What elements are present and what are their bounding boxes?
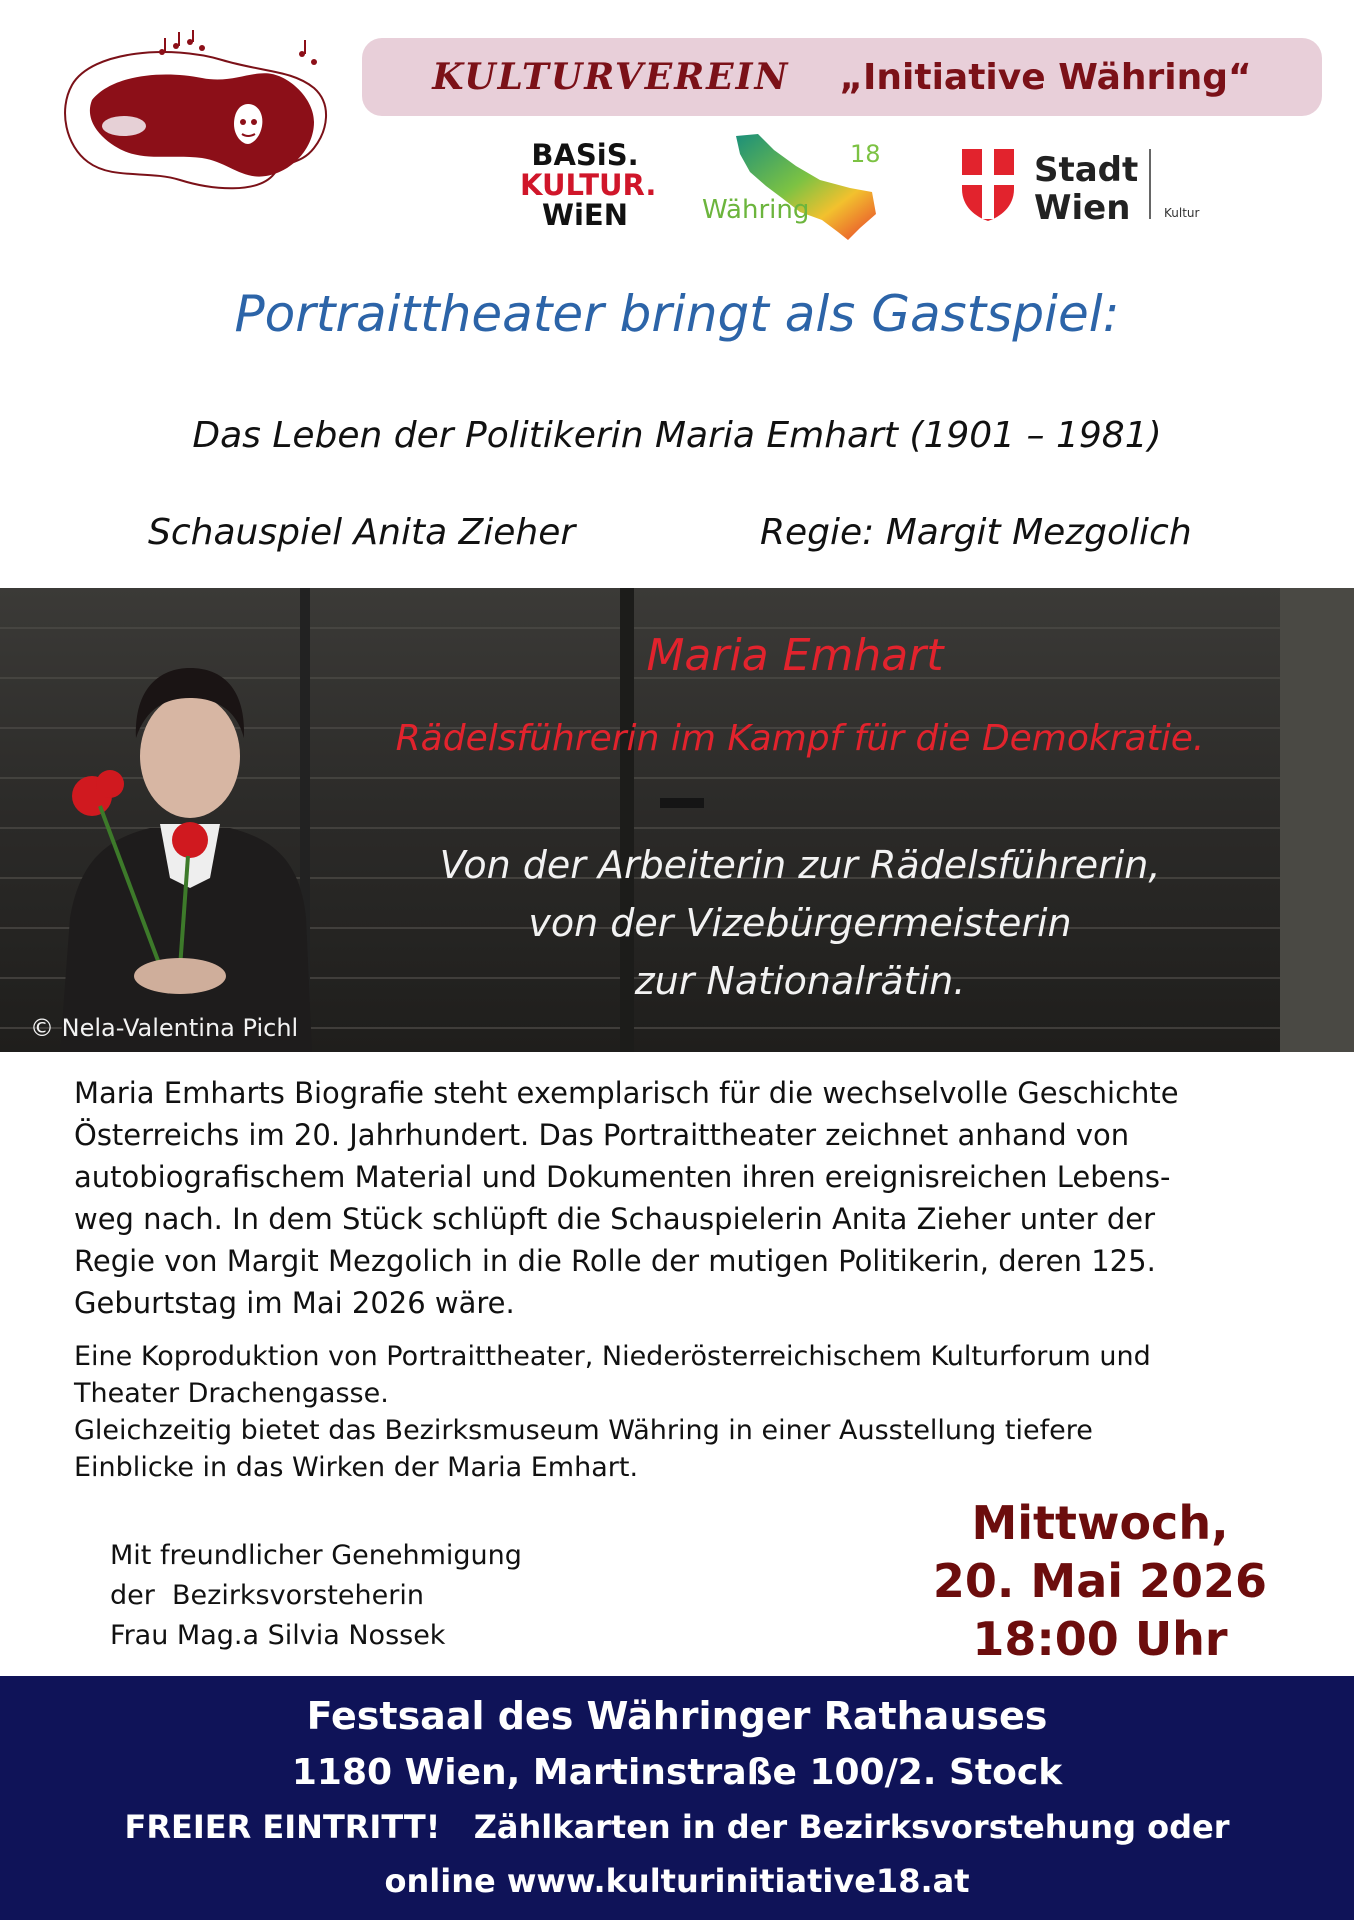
kopro-line: Eine Koproduktion von Portraittheater, Niederösterreichischem Kulturforum und — [74, 1341, 1151, 1372]
photo-line: Von der Arbeiterin zur Rädelsführerin, — [439, 843, 1161, 887]
coproduction-text — [74, 1338, 1294, 1486]
event-time: 18:00 Uhr — [972, 1612, 1228, 1666]
venue-footer — [0, 1676, 1354, 1920]
venue-name: Festsaal des Währinger Rathauses — [306, 1694, 1048, 1738]
basis-line-2: KULTUR. — [520, 168, 657, 202]
kopro-line: Einblicke in das Wirken der Maria Emhart. — [74, 1452, 639, 1483]
bio-line: Maria Emharts Biografie steht exemplarisch für die wechselvolle Geschichte — [74, 1076, 1179, 1110]
bio-line: Regie von Margit Mezgolich in die Rolle der mutigen Politikerin, deren 125. — [74, 1244, 1156, 1278]
venue-address: 1180 Wien, Martinstraße 100/2. Stock — [291, 1752, 1063, 1793]
kopro-line: Theater Drachengasse. — [74, 1378, 389, 1409]
waehring-18-logo — [700, 128, 900, 248]
wien-sub: Kultur — [1164, 206, 1200, 220]
photo-description — [360, 836, 1240, 1010]
permission-line: der Bezirksvorsteherin — [110, 1580, 424, 1611]
bio-line: Österreichs im 20. Jahrhundert. Das Portraittheater zeichnet anhand von — [74, 1118, 1130, 1152]
kopro-line: Gleichzeitig bietet das Bezirksmuseum Währing in einer Ausstellung tiefere — [74, 1415, 1093, 1446]
director-credit: Regie: Margit Mezgolich — [760, 512, 1192, 553]
permission-line: Frau Mag.a Silvia Nossek — [110, 1620, 446, 1651]
entry-info: FREIER EINTRITT! Zählkarten in der Bezirksvorstehung oder — [124, 1808, 1230, 1846]
bio-line: Geburtstag im Mai 2026 wäre. — [74, 1286, 515, 1320]
banner-name: „Initiative Währing“ — [839, 56, 1252, 98]
waehring-number: 18 — [850, 140, 881, 168]
subtitle: Das Leben der Politikerin Maria Emhart (1901 – 1981) — [192, 415, 1162, 456]
headline: Portraittheater bringt als Gastspiel: — [234, 285, 1120, 343]
event-day: 20. Mai 2026 — [932, 1554, 1268, 1608]
header-banner — [362, 38, 1322, 116]
wien-line-1: Stadt — [1034, 150, 1139, 190]
event-weekday: Mittwoch, — [971, 1496, 1229, 1550]
waehring-label: Währing — [702, 195, 810, 225]
event-date — [880, 1494, 1320, 1668]
bio-line: autobiografischem Material und Dokumenten ihren ereignisreichen Lebens- — [74, 1160, 1171, 1194]
stadt-wien-logo — [958, 145, 1218, 225]
permission-note — [110, 1536, 610, 1656]
website-link[interactable]: online www.kulturinitiative18.at — [384, 1862, 970, 1900]
basis-line-3: WiEN — [541, 198, 628, 232]
photo-name: Maria Emhart — [646, 630, 944, 681]
photo-line: von der Vizebürgermeisterin — [528, 901, 1072, 945]
photo-tagline: Rädelsführerin im Kampf für die Demokratie. — [395, 718, 1205, 759]
photo-banner — [0, 588, 1354, 1052]
wien-line-2: Wien — [1034, 188, 1131, 225]
bio-line: weg nach. In dem Stück schlüpft die Schauspielerin Anita Zieher unter der — [74, 1202, 1156, 1236]
permission-line: Mit freundlicher Genehmigung — [110, 1540, 522, 1571]
basis-kultur-wien-logo — [520, 138, 657, 232]
cast-credit: Schauspiel Anita Zieher — [148, 512, 576, 553]
photo-credit: © Nela-Valentina Pichl — [30, 1014, 299, 1042]
biography-text — [74, 1072, 1294, 1324]
photo-line: zur Nationalrätin. — [634, 959, 966, 1003]
basis-line-1: BASiS. — [531, 138, 639, 172]
kulturverein-logo — [52, 30, 352, 200]
banner-org: KULTURVEREIN — [432, 56, 790, 98]
